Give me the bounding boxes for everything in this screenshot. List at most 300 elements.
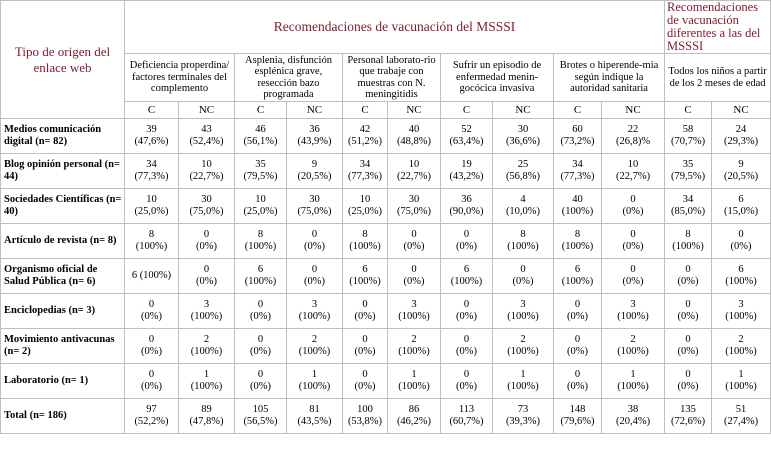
cell-percent: (0%) bbox=[354, 311, 376, 322]
table-cell bbox=[554, 259, 602, 294]
cell-percent: (100%) bbox=[190, 311, 223, 322]
nc-header: NC bbox=[179, 102, 235, 119]
column-header: Brotes o hiperende-mia según indique la autoridad sanitaria bbox=[554, 54, 665, 102]
cell-count: 0 bbox=[411, 263, 417, 275]
cell-count: 10 bbox=[359, 193, 371, 205]
cell-percent: (75,0%) bbox=[297, 206, 332, 217]
cell-percent: (0%) bbox=[512, 276, 534, 287]
cell-count: 34 bbox=[572, 158, 583, 170]
table-cell bbox=[441, 154, 493, 189]
cell-percent: (47,6%) bbox=[134, 136, 169, 147]
table-cell bbox=[125, 189, 179, 224]
cell-percent: (79,5%) bbox=[243, 171, 278, 182]
cell-percent: (0%) bbox=[141, 311, 162, 322]
table-cell bbox=[554, 154, 602, 189]
cell-count: 30 bbox=[309, 193, 320, 205]
cell-count: 0 bbox=[362, 368, 368, 380]
nc-header: NC bbox=[602, 102, 665, 119]
cell-percent: (100%) bbox=[507, 381, 539, 392]
table-cell bbox=[343, 364, 388, 399]
nc-header: NC bbox=[388, 102, 441, 119]
cell-percent: (0%) bbox=[622, 241, 644, 252]
row-label: Enciclopedias (n= 3) bbox=[1, 294, 125, 329]
cell-percent: (100%) bbox=[190, 381, 223, 392]
cell-count: 0 bbox=[148, 368, 155, 380]
cell-percent: (0%) bbox=[403, 276, 425, 287]
cell-count: 9 bbox=[738, 158, 744, 170]
cell-percent: (22,7%) bbox=[189, 171, 224, 182]
cell-percent: (0%) bbox=[354, 381, 376, 392]
cell-count: 0 bbox=[685, 333, 691, 345]
cell-count: 10 bbox=[146, 193, 157, 205]
table-cell bbox=[493, 294, 554, 329]
table-cell bbox=[343, 119, 388, 154]
cell-count: 3 bbox=[203, 298, 210, 310]
table-cell bbox=[287, 154, 343, 189]
cell-percent: (0%) bbox=[403, 241, 425, 252]
table-cell bbox=[602, 224, 665, 259]
cell-percent: (60,7%) bbox=[449, 416, 484, 427]
cell-percent: (100%) bbox=[617, 346, 649, 357]
cell-percent: (100%) bbox=[617, 311, 649, 322]
table-cell bbox=[554, 224, 602, 259]
cell-percent: (20,5%) bbox=[723, 171, 759, 182]
cell-count: 0 bbox=[630, 193, 636, 205]
cell-count: 9 bbox=[311, 158, 318, 170]
table-cell bbox=[712, 294, 771, 329]
cell-count: 10 bbox=[408, 158, 420, 170]
table-cell bbox=[665, 259, 712, 294]
row-label: Movimiento antivacunas (n= 2) bbox=[1, 329, 125, 364]
cell-percent: (75,0%) bbox=[396, 206, 432, 217]
table-cell bbox=[493, 224, 554, 259]
cell-count: 0 bbox=[630, 228, 636, 240]
table-cell bbox=[235, 119, 287, 154]
c-header: C bbox=[125, 102, 179, 119]
cell-count: 8 bbox=[148, 228, 155, 240]
cell-count: 0 bbox=[411, 228, 417, 240]
row-label: Organismo oficial de Salud Pública (n= 6) bbox=[1, 259, 125, 294]
table-cell bbox=[235, 329, 287, 364]
cell-count: 52 bbox=[461, 123, 472, 135]
cell-percent: (100%) bbox=[561, 206, 594, 217]
table-cell bbox=[665, 294, 712, 329]
cell-count: 0 bbox=[203, 228, 210, 240]
cell-count: 6 bbox=[574, 263, 581, 275]
c-header: C bbox=[235, 102, 287, 119]
cell-count: 148 bbox=[569, 403, 586, 415]
cell-percent: (100%) bbox=[244, 241, 277, 252]
cell-percent: (56,1%) bbox=[243, 136, 278, 147]
cell-count: 89 bbox=[201, 403, 212, 415]
cell-count: 3 bbox=[311, 298, 318, 310]
table-row bbox=[1, 154, 771, 189]
cell-percent: (63,4%) bbox=[449, 136, 484, 147]
cell-count: 2 bbox=[738, 333, 744, 345]
cell-count: 8 bbox=[257, 228, 264, 240]
cell-percent: (77,3%) bbox=[134, 171, 169, 182]
table-row bbox=[1, 364, 771, 399]
cell-count: 60 bbox=[572, 123, 583, 135]
cell-count: 22 bbox=[627, 123, 639, 135]
table-cell bbox=[287, 224, 343, 259]
cell-count: 24 bbox=[735, 123, 747, 135]
table-cell bbox=[388, 329, 441, 364]
table-cell bbox=[712, 259, 771, 294]
cell-percent: (52,4%) bbox=[189, 136, 224, 147]
table-cell bbox=[388, 399, 441, 434]
cell-percent: (15,0%) bbox=[723, 206, 759, 217]
cell-count: 0 bbox=[574, 333, 581, 345]
cell-count: 0 bbox=[463, 298, 470, 310]
cell-count: 0 bbox=[463, 368, 470, 380]
cell-percent: (0%) bbox=[456, 311, 477, 322]
cell-percent: (100%) bbox=[298, 311, 331, 322]
cell-count: 1 bbox=[630, 368, 636, 380]
cell-count: 105 bbox=[252, 403, 269, 415]
cell-count: 0 bbox=[311, 263, 318, 275]
cell-percent: (0%) bbox=[622, 276, 644, 287]
cell-percent: (43,9%) bbox=[297, 136, 332, 147]
cell-count: 0 bbox=[148, 298, 155, 310]
cell-percent: (36,6%) bbox=[505, 136, 541, 147]
cell-percent: (100%) bbox=[507, 241, 539, 252]
cell-percent: (53,8%) bbox=[347, 416, 383, 427]
cell-count: 30 bbox=[201, 193, 212, 205]
table-cell bbox=[179, 119, 235, 154]
cell-count: 0 bbox=[311, 228, 318, 240]
msssi-group-title: Recomendaciones de vacunación del MSSSI bbox=[125, 1, 665, 54]
table-cell bbox=[388, 224, 441, 259]
cell-count: 10 bbox=[627, 158, 639, 170]
cell-percent: (0%) bbox=[196, 241, 217, 252]
cell-percent: (73,2%) bbox=[560, 136, 595, 147]
cell-count: 100 bbox=[357, 403, 373, 415]
cell-count: 6 (100%) bbox=[131, 269, 172, 281]
table-cell bbox=[554, 119, 602, 154]
table-cell bbox=[235, 189, 287, 224]
table-row bbox=[1, 224, 771, 259]
table-cell bbox=[343, 259, 388, 294]
cell-percent: (100%) bbox=[672, 241, 704, 252]
cell-count: 2 bbox=[520, 333, 526, 345]
table-cell bbox=[388, 119, 441, 154]
table-cell bbox=[235, 259, 287, 294]
table-cell bbox=[287, 119, 343, 154]
cell-percent: (39,3%) bbox=[505, 416, 541, 427]
cell-count: 58 bbox=[682, 123, 694, 135]
cell-percent: (85,0%) bbox=[670, 206, 706, 217]
column-header: Asplenia, disfunción esplénica grave, resección bazo programada bbox=[235, 54, 343, 102]
table-cell bbox=[712, 329, 771, 364]
cell-percent: (100%) bbox=[298, 381, 331, 392]
table-cell bbox=[125, 154, 179, 189]
cell-count: 1 bbox=[520, 368, 526, 380]
table-cell bbox=[602, 154, 665, 189]
cell-count: 2 bbox=[311, 333, 318, 345]
cell-count: 3 bbox=[411, 298, 417, 310]
table-cell bbox=[441, 364, 493, 399]
cell-count: 3 bbox=[520, 298, 526, 310]
c-header: C bbox=[665, 102, 712, 119]
table-cell bbox=[287, 329, 343, 364]
cell-percent: (77,3%) bbox=[560, 171, 595, 182]
table-cell bbox=[343, 329, 388, 364]
table-cell bbox=[343, 294, 388, 329]
table-cell bbox=[388, 189, 441, 224]
cell-percent: (43,2%) bbox=[449, 171, 484, 182]
column-header: Todos los niños a partir de los 2 meses de edad bbox=[665, 54, 771, 102]
column-header: Sufrir un episodio de enfermedad menin-gocócica invasiva bbox=[441, 54, 554, 102]
cell-count: 135 bbox=[680, 403, 696, 415]
row-label: Laboratorio (n= 1) bbox=[1, 364, 125, 399]
cell-percent: (0%) bbox=[567, 311, 588, 322]
table-cell bbox=[665, 224, 712, 259]
cell-count: 0 bbox=[630, 263, 636, 275]
cell-count: 81 bbox=[309, 403, 320, 415]
cell-percent: (0%) bbox=[250, 311, 271, 322]
cell-count: 0 bbox=[685, 263, 691, 275]
cell-count: 8 bbox=[362, 228, 368, 240]
cell-percent: (100%) bbox=[135, 241, 168, 252]
cell-percent: (52,2%) bbox=[134, 416, 169, 427]
row-label: Medios comunicación digital (n= 82) bbox=[1, 119, 125, 154]
cell-count: 86 bbox=[408, 403, 420, 415]
table-cell bbox=[125, 399, 179, 434]
table-cell bbox=[602, 399, 665, 434]
cell-percent: (56,5%) bbox=[243, 416, 278, 427]
table-cell bbox=[179, 224, 235, 259]
cell-count: 35 bbox=[255, 158, 266, 170]
cell-percent: (26,8)% bbox=[615, 136, 651, 147]
cell-percent: (100%) bbox=[725, 311, 757, 322]
table-cell bbox=[235, 154, 287, 189]
table-cell bbox=[179, 259, 235, 294]
cell-percent: (0%) bbox=[141, 346, 162, 357]
cell-count: 8 bbox=[574, 228, 581, 240]
table-cell bbox=[235, 224, 287, 259]
cell-percent: (0%) bbox=[567, 381, 588, 392]
cell-count: 30 bbox=[408, 193, 420, 205]
cell-count: 0 bbox=[520, 263, 526, 275]
table-cell bbox=[554, 329, 602, 364]
cell-percent: (22,7%) bbox=[396, 171, 432, 182]
cell-count: 0 bbox=[257, 368, 264, 380]
cell-count: 113 bbox=[458, 403, 475, 415]
cell-percent: (100%) bbox=[298, 346, 331, 357]
row-label: Artículo de revista (n= 8) bbox=[1, 224, 125, 259]
cell-percent: (100%) bbox=[450, 276, 483, 287]
cell-percent: (0%) bbox=[677, 381, 699, 392]
table-cell bbox=[125, 294, 179, 329]
cell-count: 0 bbox=[574, 298, 581, 310]
row-label: Total (n= 186) bbox=[1, 399, 125, 434]
cell-count: 10 bbox=[255, 193, 266, 205]
table-cell bbox=[665, 364, 712, 399]
cell-percent: (29,3%) bbox=[723, 136, 759, 147]
cell-count: 2 bbox=[630, 333, 636, 345]
cell-percent: (0%) bbox=[250, 346, 271, 357]
cell-count: 10 bbox=[201, 158, 212, 170]
cell-percent: (0%) bbox=[677, 311, 699, 322]
table-cell bbox=[665, 399, 712, 434]
c-header: C bbox=[554, 102, 602, 119]
column-header: Deficiencia properdina/ factores terminales del complemento bbox=[125, 54, 235, 102]
cell-percent: (100%) bbox=[561, 276, 594, 287]
row-label: Sociedades Científicas (n= 40) bbox=[1, 189, 125, 224]
cell-count: 0 bbox=[685, 298, 691, 310]
cell-percent: (0%) bbox=[354, 346, 376, 357]
cell-percent: (100%) bbox=[349, 241, 381, 252]
table-cell bbox=[665, 189, 712, 224]
table-cell bbox=[602, 329, 665, 364]
cell-count: 97 bbox=[146, 403, 157, 415]
cell-percent: (0%) bbox=[456, 381, 477, 392]
cell-count: 1 bbox=[738, 368, 744, 380]
cell-percent: (0%) bbox=[730, 241, 752, 252]
table-cell bbox=[493, 154, 554, 189]
cell-count: 1 bbox=[203, 368, 210, 380]
table-cell bbox=[235, 294, 287, 329]
table-cell bbox=[554, 399, 602, 434]
cell-percent: (100%) bbox=[398, 346, 430, 357]
cell-percent: (0%) bbox=[567, 346, 588, 357]
cell-percent: (100%) bbox=[398, 381, 430, 392]
cell-count: 36 bbox=[309, 123, 320, 135]
cell-count: 40 bbox=[572, 193, 583, 205]
column-header: Personal laborato-rio que trabaje con muestras con N. meningitidis bbox=[343, 54, 441, 102]
nc-header: NC bbox=[712, 102, 771, 119]
cell-percent: (48,8%) bbox=[396, 136, 432, 147]
nc-header: NC bbox=[287, 102, 343, 119]
cell-percent: (79,6%) bbox=[560, 416, 595, 427]
cell-percent: (100%) bbox=[244, 276, 277, 287]
table-cell bbox=[179, 329, 235, 364]
cell-count: 6 bbox=[257, 263, 264, 275]
table-cell bbox=[712, 399, 771, 434]
cell-count: 42 bbox=[359, 123, 371, 135]
cell-count: 30 bbox=[517, 123, 529, 135]
table-cell bbox=[441, 259, 493, 294]
cell-percent: (100%) bbox=[349, 276, 381, 287]
table-cell bbox=[554, 189, 602, 224]
row-header-title: Tipo de origen del enlace web bbox=[1, 1, 125, 119]
cell-count: 3 bbox=[738, 298, 744, 310]
table-cell bbox=[125, 259, 179, 294]
cell-percent: (77,3%) bbox=[347, 171, 383, 182]
cell-percent: (10,0%) bbox=[505, 206, 541, 217]
table-cell bbox=[388, 294, 441, 329]
cell-count: 0 bbox=[362, 333, 368, 345]
table-row bbox=[1, 189, 771, 224]
cell-percent: (25,0%) bbox=[347, 206, 383, 217]
table-cell bbox=[388, 364, 441, 399]
table-cell bbox=[179, 364, 235, 399]
cell-count: 0 bbox=[463, 333, 470, 345]
cell-percent: (100%) bbox=[617, 381, 649, 392]
cell-percent: (100%) bbox=[725, 276, 757, 287]
cell-percent: (0%) bbox=[456, 346, 477, 357]
cell-percent: (72,6%) bbox=[670, 416, 706, 427]
table-cell bbox=[493, 399, 554, 434]
table-cell bbox=[554, 364, 602, 399]
c-header: C bbox=[343, 102, 388, 119]
table-row bbox=[1, 399, 771, 434]
cell-count: 1 bbox=[411, 368, 417, 380]
table-cell bbox=[665, 329, 712, 364]
cell-count: 8 bbox=[520, 228, 526, 240]
cell-percent: (27,4%) bbox=[723, 416, 759, 427]
cell-count: 0 bbox=[257, 298, 264, 310]
table-cell bbox=[287, 259, 343, 294]
table-cell bbox=[441, 329, 493, 364]
table-cell bbox=[287, 294, 343, 329]
cell-count: 40 bbox=[408, 123, 420, 135]
cell-percent: (100%) bbox=[725, 346, 757, 357]
cell-percent: (70,7%) bbox=[670, 136, 706, 147]
other-recommendations-title: Recomendaciones de vacunación diferentes a las del MSSSI bbox=[665, 1, 771, 54]
c-header: C bbox=[441, 102, 493, 119]
table-cell bbox=[712, 189, 771, 224]
cell-count: 46 bbox=[255, 123, 266, 135]
cell-percent: (100%) bbox=[561, 241, 594, 252]
cell-percent: (100%) bbox=[398, 311, 430, 322]
row-label: Blog opinión personal (n= 44) bbox=[1, 154, 125, 189]
cell-count: 35 bbox=[682, 158, 694, 170]
table-cell bbox=[441, 399, 493, 434]
cell-percent: (0%) bbox=[304, 276, 325, 287]
table-cell bbox=[388, 259, 441, 294]
cell-count: 0 bbox=[574, 368, 581, 380]
cell-count: 6 bbox=[738, 263, 744, 275]
table-cell bbox=[343, 224, 388, 259]
table-cell bbox=[179, 189, 235, 224]
cell-count: 8 bbox=[685, 228, 691, 240]
table-cell bbox=[125, 224, 179, 259]
table-cell bbox=[343, 399, 388, 434]
table-cell bbox=[287, 399, 343, 434]
table-cell bbox=[179, 294, 235, 329]
cell-count: 0 bbox=[463, 228, 470, 240]
table-row bbox=[1, 329, 771, 364]
cell-percent: (79,5%) bbox=[670, 171, 706, 182]
table-row bbox=[1, 294, 771, 329]
table-cell bbox=[441, 119, 493, 154]
cell-percent: (0%) bbox=[304, 241, 325, 252]
cell-percent: (20,5%) bbox=[297, 171, 332, 182]
table-cell bbox=[554, 294, 602, 329]
table-cell bbox=[712, 154, 771, 189]
cell-count: 43 bbox=[201, 123, 212, 135]
cell-count: 6 bbox=[738, 193, 744, 205]
table-cell bbox=[602, 119, 665, 154]
table-cell bbox=[388, 154, 441, 189]
table-cell bbox=[602, 294, 665, 329]
cell-percent: (51,2%) bbox=[347, 136, 383, 147]
table-cell bbox=[602, 259, 665, 294]
table-cell bbox=[493, 259, 554, 294]
table-cell bbox=[287, 364, 343, 399]
cell-percent: (0%) bbox=[677, 346, 699, 357]
cell-count: 34 bbox=[146, 158, 157, 170]
table-cell bbox=[441, 294, 493, 329]
table-cell bbox=[493, 329, 554, 364]
table-cell bbox=[287, 189, 343, 224]
cell-count: 39 bbox=[146, 123, 157, 135]
table-cell bbox=[665, 154, 712, 189]
table-cell bbox=[125, 329, 179, 364]
table-cell bbox=[441, 189, 493, 224]
